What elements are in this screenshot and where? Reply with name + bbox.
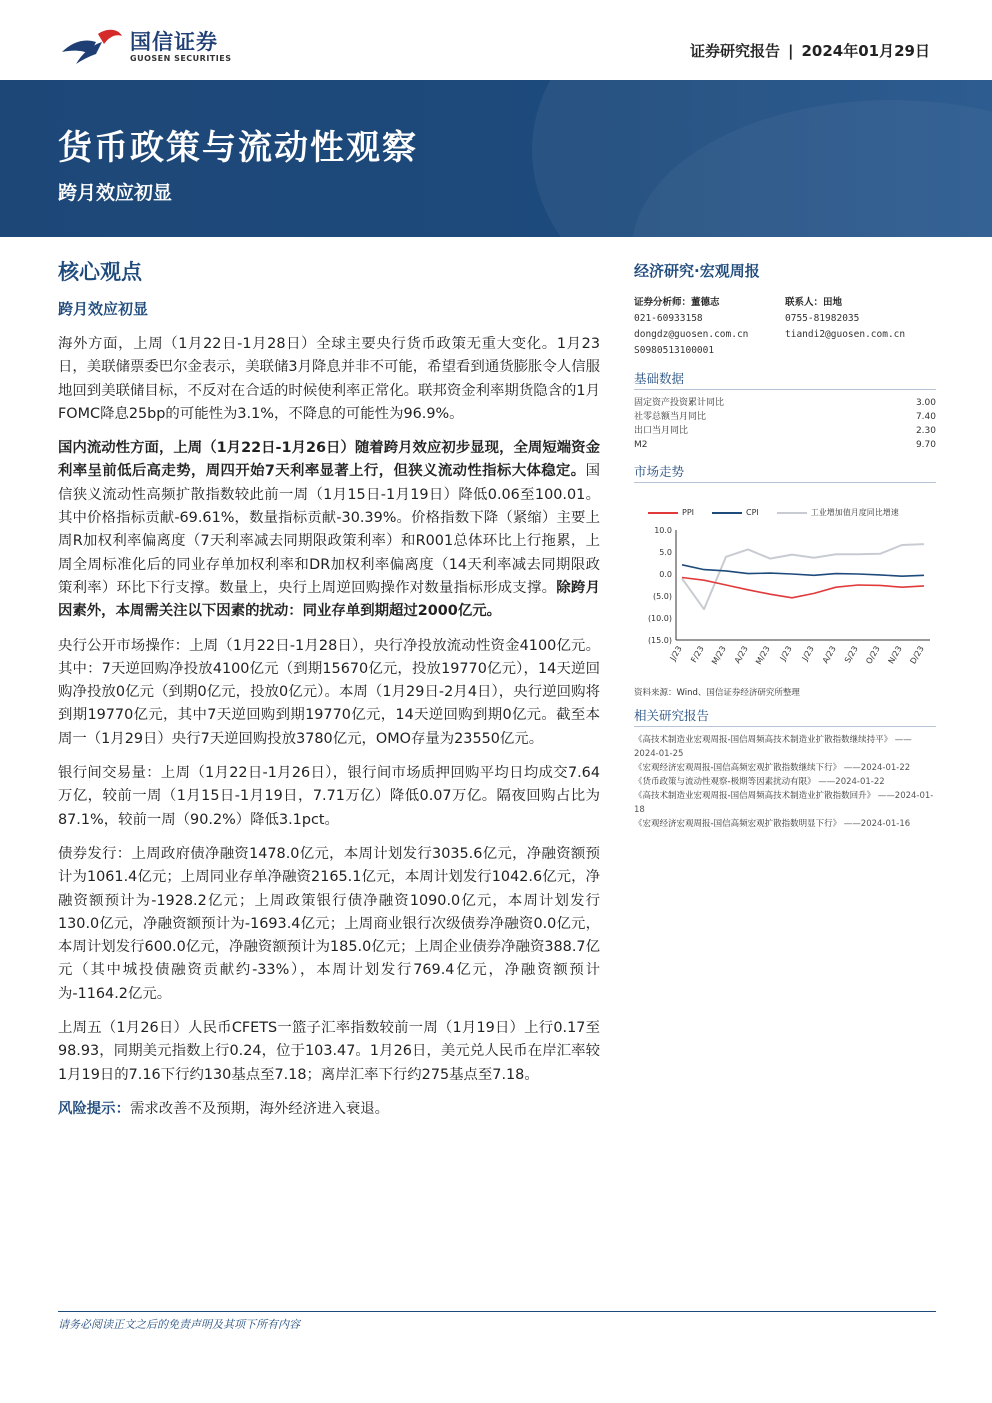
report-meta [690,40,930,61]
x-tick-label: O/23 [864,644,882,666]
legend-label: CPI [746,508,759,517]
basic-data-value: 7.40 [915,412,936,422]
footer-disclaimer: 请务必阅读正文之后的免责声明及其项下所有内容 [58,1318,300,1331]
basic-data-value: 9.70 [915,440,936,450]
core-view-heading: 核心观点 [58,260,142,284]
paragraph-fx: 上周五（1月26日）人民币CFETS一篮子汇率指数较前一周（1月19日）上行0.17至98.93，同期美元指数上行0.24，位于103.47。1月26日，美元兑人民币在岸汇率较1月19日的7.16下行约130基点至7.18；离岸汇率下行约275基点至7.18。 [58,1020,600,1083]
market-trend-heading: 市场走势 [634,462,936,483]
x-tick-label: M/23 [710,644,728,667]
logo-text-cn: 国信证券 [130,30,218,54]
contact-email[interactable]: tiandi2@guosen.com.cn [785,329,906,340]
analyst-info [634,295,936,359]
related-reports-list [634,733,936,831]
legend-label: 工业增加值月度同比增速 [810,508,899,517]
sidebar [634,260,936,831]
meta-separator: | [788,42,794,60]
legend-label: PPI [682,508,695,517]
x-tick-label: F/23 [689,644,706,665]
x-tick-label: A/23 [820,644,838,665]
report-link-date: ——2024-01-22 [818,777,885,787]
y-tick-label: (5.0) [653,592,672,601]
basic-data-row [634,438,936,452]
x-tick-label: S/23 [842,644,860,665]
related-reports-heading: 相关研究报告 [634,706,936,727]
report-type: 证券研究报告 [690,42,781,60]
x-tick-label: D/23 [908,644,926,666]
report-title: 货币政策与流动性观察 [58,128,418,168]
analyst-column [634,295,785,359]
basic-data-value: 2.30 [915,426,936,436]
logo-mark-icon [60,24,124,68]
paragraph-overseas: 海外方面，上周（1月22日-1月28日）全球主要央行货币政策无重大变化。1月23日，美联储票委巴尔金表示，美联储3月降息并非不可能，希望看到通货膨胀令人信服地回到美联储目标，不反对在合适的时候使利率正常化。联邦资金利率期货隐含的1月FOMC降息25bp的可能性为3.1%，不降息的可能性为96.9%。 [58,336,600,422]
risk-warning [58,1098,600,1121]
report-link-date: ——2024-01-16 [843,819,911,829]
contact-column [785,295,936,359]
report-link-title[interactable]: 《货币政策与流动性观察-极期等因素扰动有限》 [634,777,816,787]
x-tick-label: A/23 [732,644,750,665]
y-tick-label: 5.0 [659,548,672,557]
related-report-item[interactable] [634,789,936,817]
analyst-email[interactable]: dongdz@guosen.com.cn [634,329,749,340]
y-tick-label: 0.0 [659,570,672,579]
logo-text-en: GUOSEN SECURITIES [130,54,232,63]
basic-data-row [634,410,936,424]
basic-data-label: 社零总额当月同比 [634,412,707,422]
paragraph-interbank-volume: 银行间交易量：上周（1月22日-1月26日），银行间市场质押回购平均日均成交7.64万亿，较前一周（1月15日-1月19日，7.71万亿）降低0.07万亿。隔夜回购占比为87.1%，较前一周（90.2%）降低3.1pct。 [58,765,600,828]
core-view-subheading: 跨月效应初显 [58,300,149,318]
report-link-date: ——2024-01-18 [634,791,934,815]
domestic-liquidity-watch: 除跨月因素外，本周需关注以下因素的扰动：同业存单到期超过2000亿元。 [58,579,600,620]
analyst-phone: 021-60933158 [634,313,703,324]
x-tick-label: N/23 [886,644,904,666]
footer-divider [58,1311,936,1312]
risk-label: 风险提示： [58,1100,130,1117]
sidebar-section-title: 经济研究·宏观周报 [634,262,760,280]
y-tick-label: 10.0 [654,526,672,535]
related-report-item[interactable] [634,817,936,831]
related-report-item[interactable] [634,733,936,761]
legend-swatch-cpi [712,512,742,514]
x-tick-label: J/23 [668,644,684,663]
basic-data-row [634,424,936,438]
analyst-cert: S0980513100001 [634,345,715,356]
x-tick-label: M/23 [754,644,772,667]
series-line-ppi [682,578,924,598]
report-link-date: ——2024-01-25 [634,735,912,759]
related-report-item[interactable] [634,775,936,789]
report-subtitle: 跨月效应初显 [58,182,173,204]
report-link-date: ——2024-01-22 [843,763,911,773]
x-tick-label: J/23 [800,644,816,663]
related-report-item[interactable] [634,761,936,775]
basic-data-label: 出口当月同比 [634,426,689,436]
basic-data-heading: 基础数据 [634,369,936,390]
contact-label: 联系人：田地 [785,297,843,308]
x-tick-label: J/23 [778,644,794,663]
paragraph-omo: 央行公开市场操作：上周（1月22日-1月28日），央行净投放流动性资金4100亿元。其中：7天逆回购净投放4100亿元（到期15670亿元，投放19770亿元），14天逆回购净投放0亿元（到期0亿元，投放0亿元）。本周（1月29日-2月4日），央行逆回购将到期19770亿元，其中7天逆回购到期19770亿元，14天逆回购到期0亿元。截至本周一（1月29日）央行7天逆回购投放3780亿元，OMO存量为23550亿元。 [58,637,600,747]
guosen-logo [60,24,240,68]
contact-phone: 0755-81982035 [785,313,860,324]
paragraph-domestic-liquidity [58,437,600,623]
basic-data-value: 3.00 [915,398,936,408]
y-tick-label: (10.0) [647,614,672,623]
title-banner [0,80,992,237]
risk-text: 需求改善不及预期，海外经济进入衰退。 [129,1100,390,1117]
basic-data-table [634,396,936,452]
domestic-liquidity-lead: 国内流动性方面，上周（1月22日-1月26日）随着跨月效应初步显现，全周短端资金利率呈前低后高走势，周四开始7天利率显著上行，但狭义流动性指标大体稳定。 [58,440,600,480]
legend-swatch-industrial [777,512,807,514]
analyst-label: 证券分析师：董德志 [634,297,720,308]
basic-data-label: 固定资产投资累计同比 [634,398,725,408]
basic-data-row [634,396,936,410]
chart-source: 资料来源：Wind、国信证券经济研究所整理 [634,688,800,698]
main-content [58,256,600,1121]
page-header [0,0,992,80]
market-trend-chart [634,522,936,682]
basic-data-label: M2 [634,440,648,450]
report-date: 2024年01月29日 [801,42,930,60]
chart-legend [634,507,936,518]
report-link-title[interactable]: 《高技术制造业宏观周报-国信周频高技术制造业扩散指数回升》 [634,791,876,801]
series-line-industrial [682,544,924,609]
report-link-title[interactable]: 《高技术制造业宏观周报-国信周频高技术制造业扩散指数继续持平》 [634,735,893,745]
legend-swatch-ppi [648,512,678,514]
y-tick-label: (15.0) [647,636,672,645]
report-link-title[interactable]: 《宏观经济宏观周报-国信高频宏观扩散指数明显下行》 [634,819,842,829]
paragraph-bond-issuance: 债券发行：上周政府债净融资1478.0亿元，本周计划发行3035.6亿元，净融资额预计为1061.4亿元；上周同业存单净融资2165.1亿元，本周计划发行1042.6亿元，净融资额预计为-1928.2亿元；上周政策银行债净融资1090.0亿元，本周计划发行130.0亿元，净融资额预计为-1693.4亿元；上周商业银行次级债券净融资0.0亿元，本周计划发行600.0亿元，净融资额预计为185.0亿元；上周企业债券净融资388.7亿元（其中城投债融资贡献约-33%），本周计划发行769.4亿元，净融资额预计为-1164.2亿元。 [58,845,600,1002]
report-link-title[interactable]: 《宏观经济宏观周报-国信高频宏观扩散指数继续下行》 [634,763,842,773]
domestic-liquidity-body: 国信狭义流动性高频扩散指数较此前一周（1月15日-1月19日）降低0.06至100.01。其中价格指标贡献-69.61%，数量指标贡献-30.39%。价格指数下降（紧缩）主要上周R加权利率偏离度（7天利率减去同期限政策利率）和R001总体环比上行拖累，上周全周标准化后的同业存单加权利率和DR加权利率偏离度（14天利率减去同期限政策利率）环比下行支撑。数量上，央行上周逆回购操作对数量指标形成支撑。 [58,463,600,596]
